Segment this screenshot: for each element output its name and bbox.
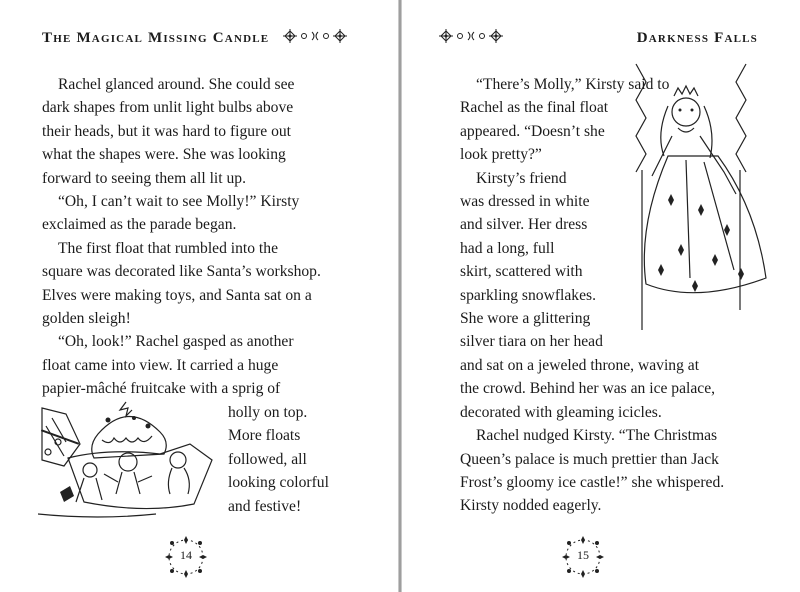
page-number-badge-left <box>163 534 209 580</box>
text-line: “Oh, look!” Rachel gasped as another <box>58 333 294 351</box>
text-line: what the shapes were. She was looking <box>42 146 286 164</box>
text-line: look pretty?” <box>460 146 542 164</box>
text-line: golden sleigh! <box>42 310 131 328</box>
header-ornament-left <box>282 28 354 44</box>
text-line: Kirsty nodded eagerly. <box>460 497 602 515</box>
text-line: More floats <box>228 427 301 445</box>
text-line: Elves were making toys, and Santa sat on a <box>42 286 312 304</box>
text-line: She wore a glittering <box>460 310 591 328</box>
text-line: was dressed in white <box>460 193 590 211</box>
text-line: holly on top. <box>228 404 308 421</box>
running-head-left: The Magical Missing Candle <box>42 30 270 46</box>
molly-on-throne-illustration <box>628 60 788 330</box>
page-number: 14 <box>180 548 192 562</box>
text-line: “There’s Molly,” Kirsty said to <box>476 76 670 93</box>
text-line: Queen’s palace is much prettier than Jack <box>460 450 719 468</box>
text-line: looking colorful <box>228 474 329 492</box>
text-line: Rachel nudged Kirsty. “The Christmas <box>476 427 718 445</box>
text-line: followed, all <box>228 450 307 468</box>
left-text-block-2 <box>228 401 329 518</box>
text-line: silver tiara on her head <box>460 333 603 351</box>
left-text-block-1 <box>42 73 321 401</box>
text-line: papier-mâché fruitcake with a sprig of <box>42 380 281 398</box>
text-line: the crowd. Behind her was an ice palace, <box>460 380 716 398</box>
page-number-badge-right <box>560 534 606 580</box>
text-line: forward to seeing them all lit up. <box>42 169 246 187</box>
left-page <box>0 0 398 592</box>
text-line: their heads, but it was hard to figure out <box>42 122 292 140</box>
text-line: sparkling snowflakes. <box>460 286 596 304</box>
header-ornament-right <box>438 28 510 44</box>
text-line: Frost’s gloomy ice castle!” she whispered. <box>460 473 725 491</box>
text-line: had a long, full <box>460 239 555 257</box>
text-line: appeared. “Doesn’t she <box>460 122 605 140</box>
text-line: Rachel glanced around. She could see <box>58 76 295 93</box>
running-head-right: Darkness Falls <box>636 30 758 46</box>
text-line: and silver. Her dress <box>460 216 588 234</box>
text-line: “Oh, I can’t wait to see Molly!” Kirsty <box>58 193 300 211</box>
text-line: dark shapes from unlit light bulbs above <box>42 99 294 117</box>
page-number: 15 <box>577 548 589 562</box>
text-line: skirt, scattered with <box>460 263 583 281</box>
text-line: exclaimed as the parade began. <box>42 216 237 234</box>
text-line: and festive! <box>228 497 302 515</box>
text-line: float came into view. It carried a huge <box>42 356 279 374</box>
text-line: The first float that rumbled into the <box>58 239 278 257</box>
fruitcake-float-illustration <box>38 396 220 520</box>
text-line: Rachel as the final float <box>460 99 609 117</box>
text-line: square was decorated like Santa’s workshop. <box>42 263 321 281</box>
text-line: decorated with gleaming icicles. <box>460 403 662 421</box>
text-line: Kirsty’s friend <box>476 169 567 187</box>
right-page <box>402 0 800 592</box>
text-line: and sat on a jeweled throne, waving at <box>460 356 700 374</box>
